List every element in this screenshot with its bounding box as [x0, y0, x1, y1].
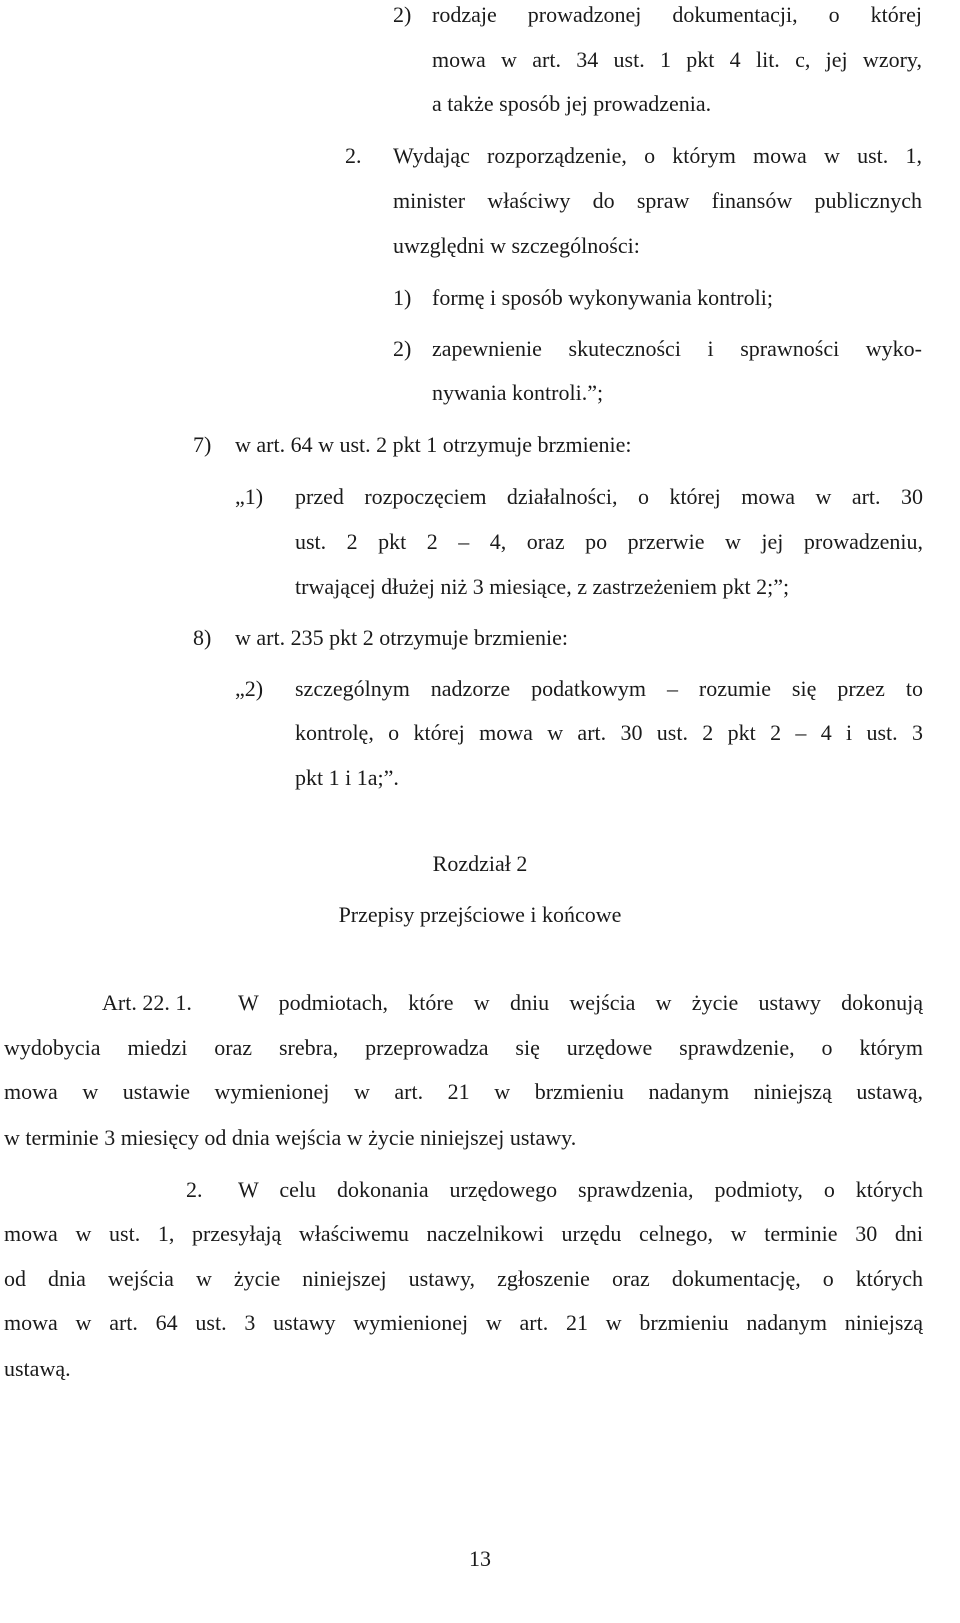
chapter-heading: Rozdział 2: [432, 851, 528, 876]
text-line: uwzględni w szczególności:: [393, 233, 640, 258]
text-line: Wydając rozporządzenie, o którym mowa w ust. 1,: [393, 143, 922, 168]
text-line: mowa w art. 34 ust. 1 pkt 4 lit. c, jej wzory,: [432, 47, 922, 72]
article-label: Art. 22. 1.: [102, 990, 192, 1015]
text-line: rodzaje prowadzonej dokumentacji, o której: [432, 2, 922, 27]
quote-number: „2): [235, 676, 264, 701]
text-line: mowa w ust. 1, przesyłają właściwemu naczelnikowi urzędu celnego, w terminie 30 dni: [4, 1221, 923, 1246]
text-line: a także sposób jej prowadzenia.: [432, 91, 712, 116]
item-number: 1): [393, 285, 412, 310]
text-line: szczególnym nadzorze podatkowym – rozumie się przez to: [295, 676, 923, 701]
chapter-title: Przepisy przejściowe i końcowe: [338, 902, 622, 927]
text-line: mowa w ustawie wymienionej w art. 21 w brzmieniu nadanym niniejszą ustawą,: [4, 1079, 923, 1104]
item-number: 2): [393, 336, 412, 361]
point-number: 7): [193, 432, 212, 457]
text-line: w art. 64 w ust. 2 pkt 1 otrzymuje brzmienie:: [235, 432, 632, 457]
text-line: zapewnienie skuteczności i sprawności wyko-: [432, 336, 922, 361]
text-line: przed rozpoczęciem działalności, o której mowa w art. 30: [295, 484, 923, 509]
text-line: kontrolę, o której mowa w art. 30 ust. 2 pkt 2 – 4 i ust. 3: [295, 720, 923, 745]
text-line: w art. 235 pkt 2 otrzymuje brzmienie:: [235, 625, 568, 650]
item-number: 2): [393, 2, 412, 27]
text-line: w terminie 3 miesięcy od dnia wejścia w życie niniejszej ustawy.: [4, 1125, 577, 1150]
text-line: ustawą.: [4, 1356, 71, 1381]
paragraph-number: 2.: [186, 1177, 203, 1202]
text-line: wydobycia miedzi oraz srebra, przeprowadza się urzędowe sprawdzenie, o którym: [4, 1035, 923, 1060]
text-line: formę i sposób wykonywania kontroli;: [432, 285, 773, 310]
text-line: W podmiotach, które w dniu wejścia w życie ustawy dokonują: [238, 990, 923, 1015]
point-number: 8): [193, 625, 212, 650]
text-line: pkt 1 i 1a;”.: [295, 765, 399, 790]
text-line: ust. 2 pkt 2 – 4, oraz po przerwie w jej prowadzeniu,: [295, 529, 923, 554]
text-line: minister właściwy do spraw finansów publicznych: [393, 188, 922, 213]
text-line: mowa w art. 64 ust. 3 ustawy wymienionej w art. 21 w brzmieniu nadanym niniejszą: [4, 1310, 923, 1335]
quote-number: „1): [235, 484, 264, 509]
text-line: od dnia wejścia w życie niniejszej ustawy, zgłoszenie oraz dokumentację, o których: [4, 1266, 923, 1291]
text-line: W celu dokonania urzędowego sprawdzenia, podmioty, o których: [238, 1177, 923, 1202]
page-number: 13: [469, 1546, 491, 1571]
text-line: nywania kontroli.”;: [432, 380, 604, 405]
text-line: trwającej dłużej niż 3 miesiące, z zastrzeżeniem pkt 2;”;: [295, 574, 790, 599]
section-number: 2.: [345, 143, 362, 168]
